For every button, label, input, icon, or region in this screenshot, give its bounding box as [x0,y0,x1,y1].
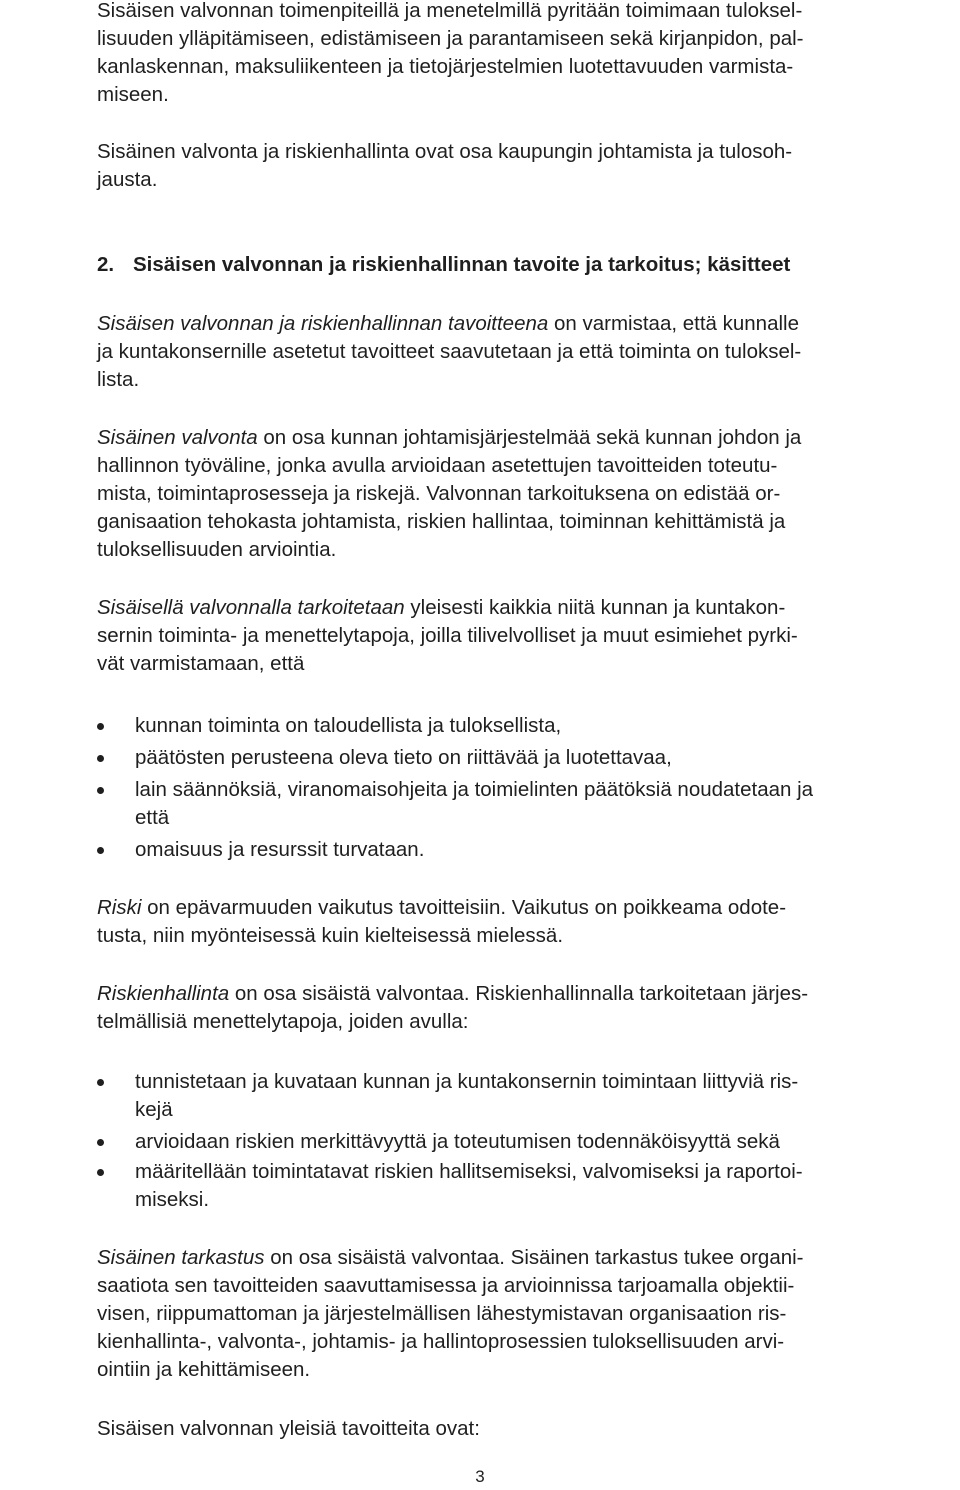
section-heading [97,251,790,279]
paragraph-line: saatiota sen tavoitteiden saavuttamisessa ja arvioinnissa tarjoamalla objektii- [97,1274,795,1297]
section-number: 2. [97,253,115,276]
closing-line: Sisäisen valvonnan yleisiä tavoitteita ovat: [97,1417,480,1440]
list-item: kunnan toiminta on taloudellista ja tuloksellista, [135,714,562,737]
paragraph-line: telmällisiä menettelytapoja, joiden avulla: [97,1010,469,1033]
paragraph-text: on varmistaa, että kunnalle [548,312,799,335]
paragraph-line [97,980,808,1008]
list-item: arvioidaan riskien merkittävyyttä ja toteutumisen todennäköisyyttä sekä [135,1130,780,1153]
paragraph-line: ointiin ja kehittämiseen. [97,1358,311,1381]
section-title: Sisäisen valvonnan ja riskienhallinnan tavoite ja tarkoitus; käsitteet [133,253,791,276]
bullet-icon [97,847,104,854]
bullet-icon [97,1139,104,1146]
intro-line: jausta. [97,168,158,191]
paragraph-text: on osa kunnan johtamisjärjestelmää sekä kunnan johdon ja [257,426,802,449]
defined-term: Sisäinen tarkastus [97,1246,265,1269]
bullet-icon [97,755,104,762]
paragraph-line: hallinnon työväline, jonka avulla arvioidaan asetettujen tavoitteiden toteutu- [97,454,778,477]
bullet-icon [97,1079,104,1086]
bullet-icon [97,787,104,794]
paragraph-line: ganisaation tehokasta johtamista, riskien hallintaa, toiminnan kehittämistä ja [97,510,786,533]
paragraph-text: on osa sisäistä valvontaa. Sisäinen tarkastus tukee organi- [264,1246,804,1269]
paragraph-text: on osa sisäistä valvontaa. Riskienhallinnalla tarkoitetaan järjes- [229,982,809,1005]
list-item-continuation: miseksi. [135,1188,210,1211]
paragraph-text: on epävarmuuden vaikutus tavoitteisiin. Vaikutus on poikkeama odote- [141,896,787,919]
bullet-icon [97,723,104,730]
defined-term: Riskienhallinta [97,982,230,1005]
paragraph-line: mista, toimintaprosesseja ja riskejä. Valvonnan tarkoituksena on edistää or- [97,482,781,505]
intro-line: Sisäisen valvonnan toimenpiteillä ja menetelmillä pyritään toimimaan tuloksel- [97,0,803,22]
defined-term: Sisäisen valvonnan ja riskienhallinnan tavoitteena [97,312,549,335]
list-item: päätösten perusteena oleva tieto on riittävää ja luotettavaa, [135,746,672,769]
defined-term: Sisäinen valvonta [97,426,258,449]
paragraph-line [97,310,799,338]
bullet-icon [97,1169,104,1176]
paragraph-line [97,594,785,622]
paragraph-line: vät varmistamaan, että [97,652,305,675]
intro-line: lisuuden ylläpitämiseen, edistämiseen ja parantamiseen sekä kirjanpidon, pal- [97,27,804,50]
paragraph-line [97,1244,804,1272]
paragraph-line: tuloksellisuuden arviointia. [97,538,337,561]
page-number: 3 [475,1467,485,1486]
paragraph-line [97,894,786,922]
defined-term: Sisäisellä valvonnalla tarkoitetaan [97,596,405,619]
list-item: tunnistetaan ja kuvataan kunnan ja kuntakonsernin toimintaan liittyviä ris- [135,1070,799,1093]
defined-term: Riski [97,896,142,919]
list-item: lain säännöksiä, viranomaisohjeita ja toimielinten päätöksiä noudatetaan ja [135,778,814,801]
paragraph-line: ja kuntakonsernille asetetut tavoitteet saavutetaan ja että toiminta on tuloksel- [97,340,802,363]
paragraph-text: yleisesti kaikkia niitä kunnan ja kuntakon- [404,596,786,619]
paragraph-line: kienhallinta-, valvonta-, johtamis- ja hallintoprosessien tuloksellisuuden arvi- [97,1330,785,1353]
list-item-continuation: että [135,806,170,829]
intro-line: Sisäinen valvonta ja riskienhallinta ovat osa kaupungin johtamista ja tulosoh- [97,140,793,163]
intro-line: kanlaskennan, maksuliikenteen ja tietojärjestelmien luotettavuuden varmista- [97,55,794,78]
list-item: määritellään toimintatavat riskien hallitsemiseksi, valvomiseksi ja raportoi- [135,1160,803,1183]
list-item: omaisuus ja resurssit turvataan. [135,838,425,861]
paragraph-line: lista. [97,368,140,391]
paragraph-line: tusta, niin myönteisessä kuin kielteisessä mielessä. [97,924,564,947]
paragraph-line: sernin toiminta- ja menettelytapoja, joilla tilivelvolliset ja muut esimiehet pyrki- [97,624,798,647]
paragraph-line [97,424,801,452]
intro-line: miseen. [97,83,169,106]
list-item-continuation: kejä [135,1098,173,1121]
paragraph-line: visen, riippumattoman ja järjestelmällisen lähestymistavan organisaation ris- [97,1302,787,1325]
